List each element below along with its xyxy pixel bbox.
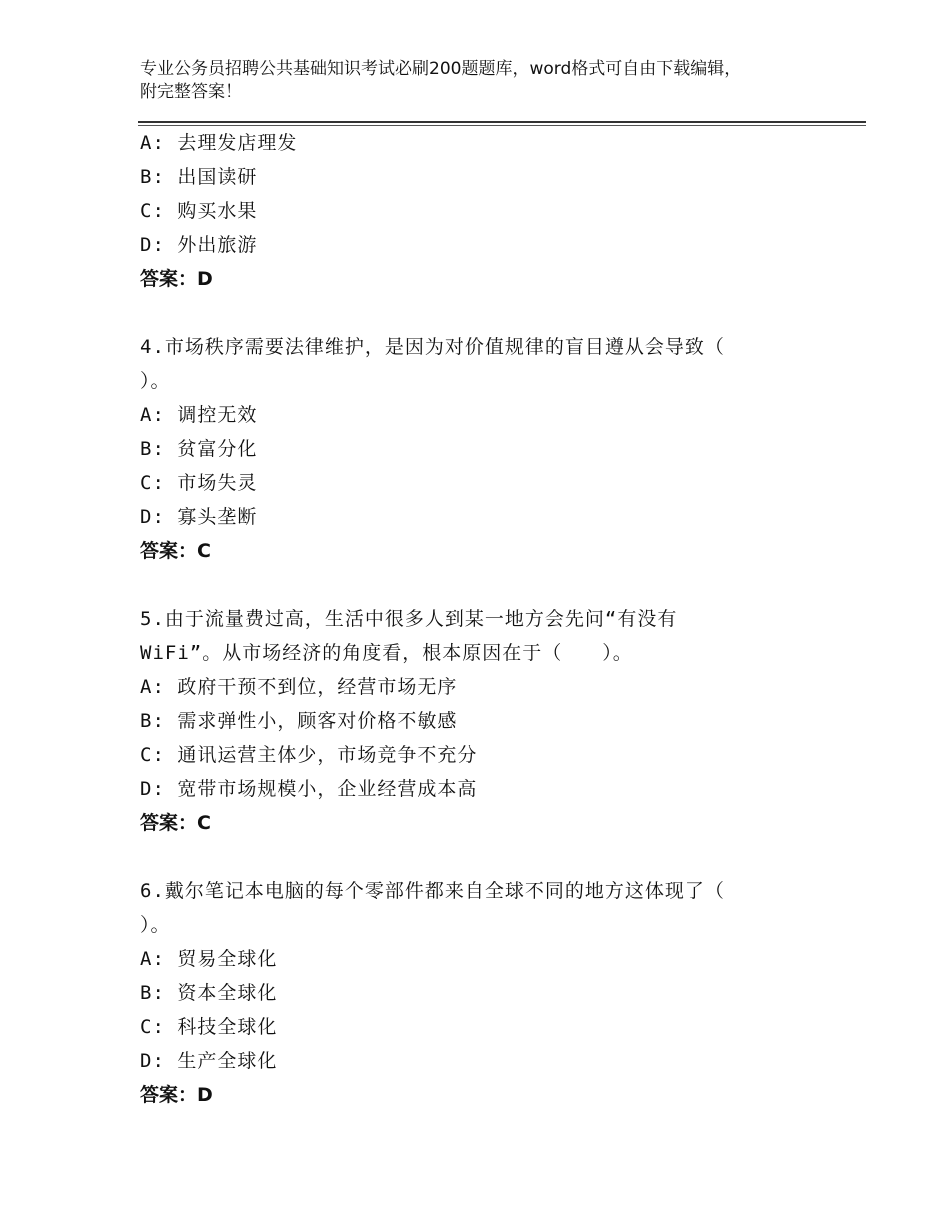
option-c: C: 购买水果 [140,200,258,222]
option-d: D: 宽带市场规模小，企业经营成本高 [140,778,478,800]
header-line-1: 专业公务员招聘公共基础知识考试必刷200题题库，word格式可自由下载编辑， [140,59,742,79]
option-c: C: 市场失灵 [140,472,258,494]
option-d: D: 生产全球化 [140,1050,278,1072]
option-d: D: 寡头垄断 [140,506,258,528]
option-a: A: 去理发店理发 [140,132,298,154]
question-stem-line-1: 6.戴尔笔记本电脑的每个零部件都来自全球不同的地方这体现了（ [140,880,725,902]
question-stem-line-1: 4.市场秩序需要法律维护，是因为对价值规律的盲目遵从会导致（ [140,336,725,358]
option-c: C: 通讯运营主体少，市场竞争不充分 [140,744,478,766]
answer-label: 答案：C [140,812,211,834]
header-line-2: 附完整答案！ [140,82,242,102]
page-header [140,58,840,104]
answer-label: 答案：D [140,268,213,290]
option-c: C: 科技全球化 [140,1016,278,1038]
question-stem-line-2: WiFi”。从市场经济的角度看，根本原因在于（ ）。 [140,642,633,664]
answer-label: 答案：C [140,540,211,562]
option-a: A: 贸易全球化 [140,948,278,970]
answer-label: 答案：D [140,1084,213,1106]
spacer [140,568,840,602]
option-a: A: 调控无效 [140,404,258,426]
question-stem-line-2: ）。 [140,370,171,392]
question-stem-line-1: 5.由于流量费过高，生活中很多人到某一地方会先问“有没有 [140,608,678,630]
spacer [140,296,840,330]
question-3 [140,126,840,296]
question-4 [140,330,840,568]
option-b: B: 需求弹性小，顾客对价格不敏感 [140,710,458,732]
question-5 [140,602,840,840]
header-divider [138,121,866,123]
option-a: A: 政府干预不到位，经营市场无序 [140,676,458,698]
spacer [140,840,840,874]
option-d: D: 外出旅游 [140,234,258,256]
option-b: B: 资本全球化 [140,982,278,1004]
question-6 [140,874,840,1112]
question-content [140,126,840,1112]
option-b: B: 出国读研 [140,166,258,188]
option-b: B: 贫富分化 [140,438,258,460]
question-stem-line-2: ）。 [140,914,171,936]
